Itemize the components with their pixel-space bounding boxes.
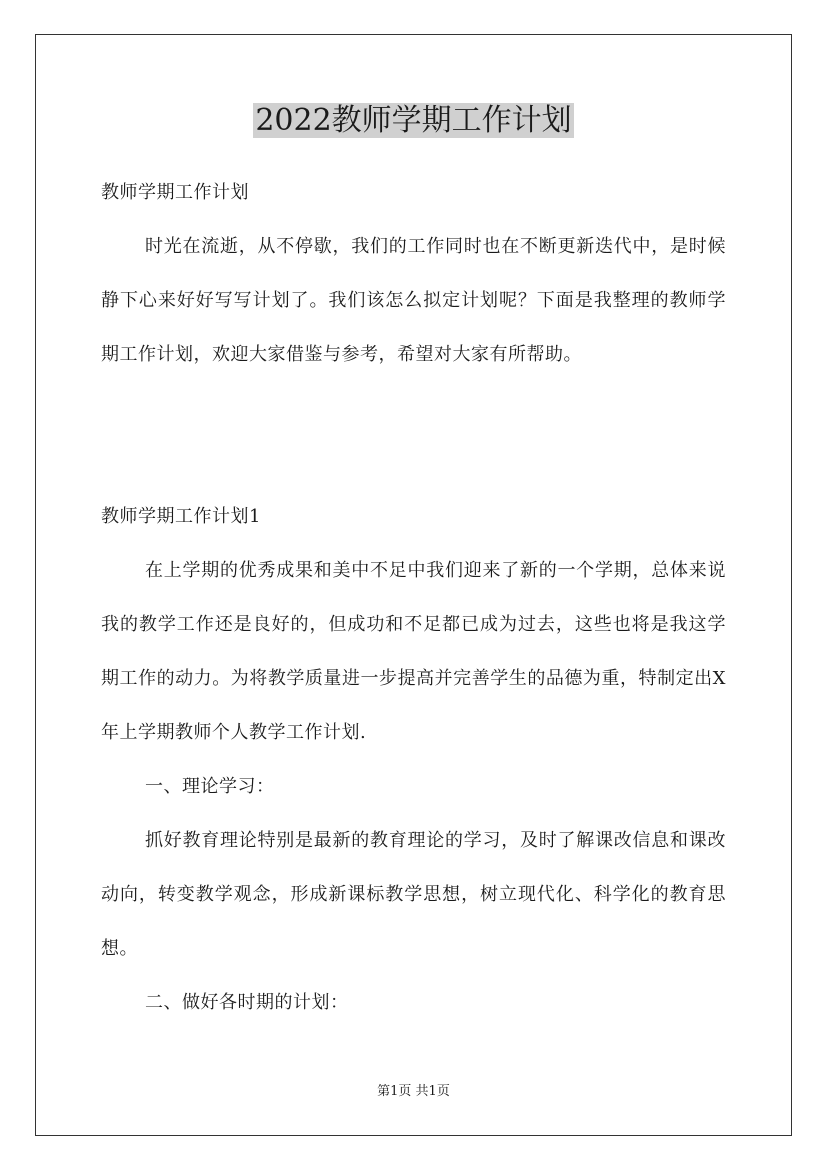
document-body-top [101,166,726,382]
item2-heading: 二、做好各时期的计划： [145,992,349,1013]
document-body-section [101,490,726,1030]
item1-heading: 一、理论学习： [145,776,275,797]
document-title [0,100,827,142]
document-subtitle: 教师学期工作计划 [101,182,249,203]
section-heading: 教师学期工作计划1 [101,506,261,527]
item1-paragraph: 抓好教育理论特别是最新的教育理论的学习，及时了解课改信息和课改动向，转变教学观念，形成新课标教学思想，树立现代化、科学化的教育思想。 [101,830,726,959]
page-footer: 第1页 共1页 [377,1084,450,1099]
intro-paragraph: 时光在流逝，从不停歇，我们的工作同时也在不断更新迭代中，是时候静下心来好好写写计划了。我们该怎么拟定计划呢？下面是我整理的教师学期工作计划，欢迎大家借鉴与参考，希望对大家有所帮助。 [101,236,726,365]
section-intro-paragraph: 在上学期的优秀成果和美中不足中我们迎来了新的一个学期，总体来说我的教学工作还是良好的，但成功和不足都已成为过去，这些也将是我这学期工作的动力。为将教学质量进一步提高并完善学生的品德为重，特制定出X年上学期教师个人教学工作计划. [101,560,726,743]
document-title-text: 2022教师学期工作计划 [255,103,572,138]
